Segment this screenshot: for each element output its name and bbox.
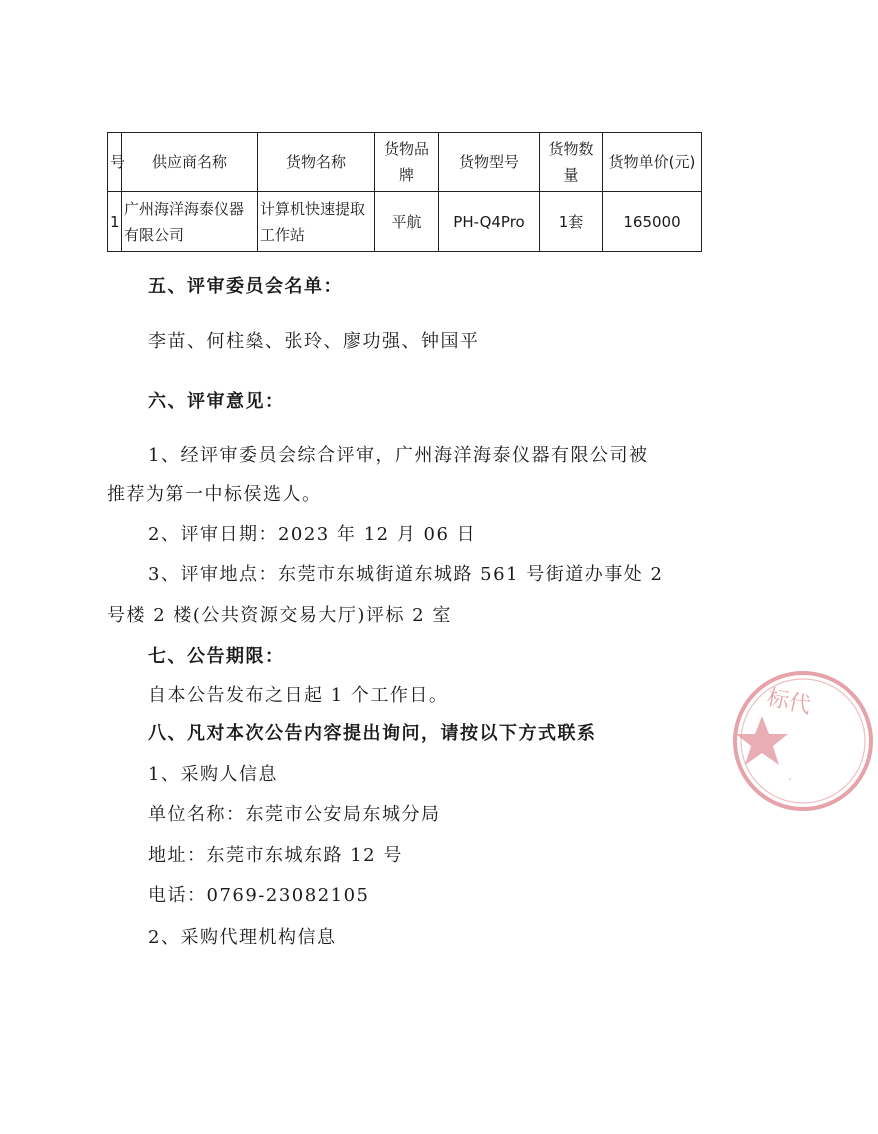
cell-brand: 平航 [375, 192, 439, 252]
period-text: 自本公告发布之日起 1 个工作日。 [148, 685, 449, 706]
table-header-row [108, 133, 702, 192]
period-heading: 七、公告期限： [148, 646, 285, 667]
table-row [108, 192, 702, 252]
col-header-brand: 货物品牌 [375, 133, 439, 192]
col-header-supplier: 供应商名称 [122, 133, 258, 192]
cell-unit-price: 165000 [603, 192, 702, 252]
goods-table [107, 132, 702, 252]
opinion-2: 2、评审日期：2023 年 12 月 06 日 [148, 524, 477, 545]
col-header-goods-name: 货物名称 [258, 133, 375, 192]
purchaser-phone: 电话：0769-23082105 [148, 885, 370, 906]
opinion-3-line2: 号楼 2 楼(公共资源交易大厅)评标 2 室 [107, 605, 452, 626]
opinion-1-line2: 推荐为第一中标侯选人。 [107, 484, 322, 505]
cell-goods-name: 计算机快速提取工作站 [258, 192, 375, 252]
col-header-unit-price: 货物单价(元) [603, 133, 702, 192]
opinion-heading: 六、评审意见： [148, 391, 285, 412]
svg-text:·: · [788, 772, 793, 788]
purchaser-address: 地址：东莞市东城东路 12 号 [148, 845, 403, 866]
agency-heading: 2、采购代理机构信息 [148, 927, 337, 948]
cell-index: 1 [108, 192, 122, 252]
committee-members: 李苗、何柱燊、张玲、廖功强、钟国平 [148, 331, 480, 352]
opinion-1-line1: 1、经评审委员会综合评审，广州海洋海泰仪器有限公司被 [148, 445, 649, 466]
official-seal-icon [728, 666, 878, 816]
purchaser-name: 单位名称：东莞市公安局东城分局 [148, 804, 441, 825]
col-header-quantity: 货物数量 [540, 133, 603, 192]
committee-heading: 五、评审委员会名单： [148, 276, 343, 297]
svg-text:标代: 标代 [764, 685, 814, 720]
opinion-3-line1: 3、评审地点：东莞市东城街道东城路 561 号街道办事处 2 [148, 564, 664, 585]
col-header-index: 号 [108, 133, 122, 192]
col-header-model: 货物型号 [439, 133, 540, 192]
cell-supplier: 广州海洋海泰仪器有限公司 [122, 192, 258, 252]
cell-model: PH-Q4Pro [439, 192, 540, 252]
inquiry-heading: 八、凡对本次公告内容提出询问，请按以下方式联系 [148, 723, 597, 744]
cell-quantity: 1套 [540, 192, 603, 252]
purchaser-heading: 1、采购人信息 [148, 764, 278, 785]
